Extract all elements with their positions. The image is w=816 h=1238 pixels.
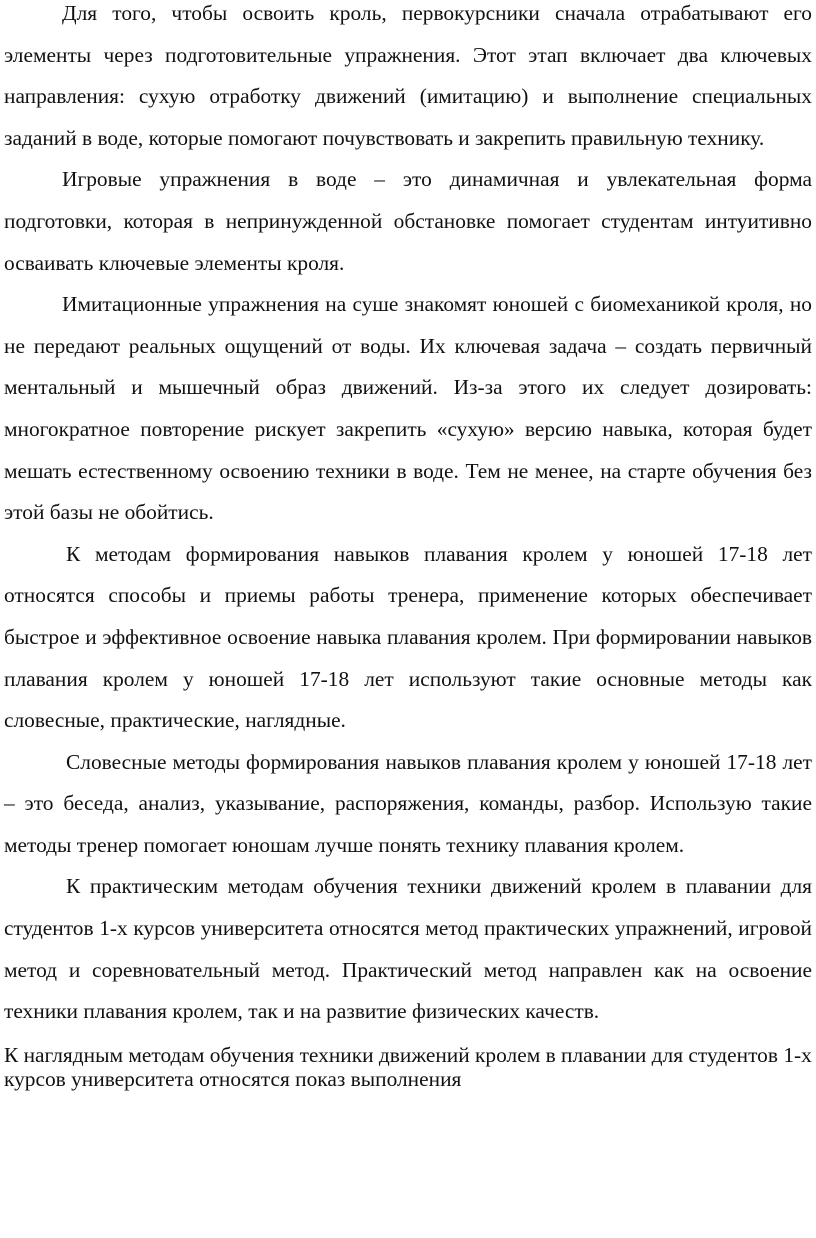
- paragraph-3: Имитационные упражнения на суше знакомят юношей с биомеханикой кроля, но не передают реальных ощущений от воды. Их ключевая задача – создать первичный ментальный и мышечный образ движений. Из-за этого их следует дозировать: многократное повторение рискует закрепить «сухую» версию навыка, которая будет мешать естественному освоению техники в воде. Тем не менее, на старте обучения без этой базы не обойтись.: [4, 292, 812, 525]
- paragraph-2: Игровые упражнения в воде – это динамичная и увлекательная форма подготовки, которая в непринужденной обстановке помогает студентам интуитивно осваивать ключевые элементы кроля.: [4, 167, 812, 275]
- paragraph-1: Для того, чтобы освоить кроль, первокурсники сначала отрабатывают его элементы через подготовительные упражнения. Этот этап включает два ключевых направления: сухую отработку движений (имитацию) и выполнение специальных заданий в воде, которые помогают почувствовать и закрепить правильную технику.: [4, 1, 812, 150]
- paragraph-6: К практическим методам обучения техники движений кролем в плавании для студентов 1-х курсов университета относятся метод практических упражнений, игровой метод и соревновательный метод. Практический метод направлен как на освоение техники плавания кролем, так и на развитие физических качеств.: [4, 874, 812, 1024]
- paragraph-7: К наглядным методам обучения техники движений кролем в плавании для студентов 1-х курсов университета относятся показ выполнения: [4, 1042, 812, 1091]
- paragraph-4: К методам формирования навыков плавания кролем у юношей 17-18 лет относятся способы и приемы работы тренера, применение которых обеспечивает быстрое и эффективное освоение навыка плавания кролем. При формировании навыков плавания кролем у юношей 17-18 лет используют такие основные методы как словесные, практические, наглядные.: [4, 541, 812, 733]
- paragraph-5: Словесные методы формирования навыков плавания кролем у юношей 17-18 лет – это беседа, анализ, указывание, распоряжения, команды, разбор. Использую такие методы тренер помогает юношам лучше понять технику плавания кролем.: [4, 749, 812, 857]
